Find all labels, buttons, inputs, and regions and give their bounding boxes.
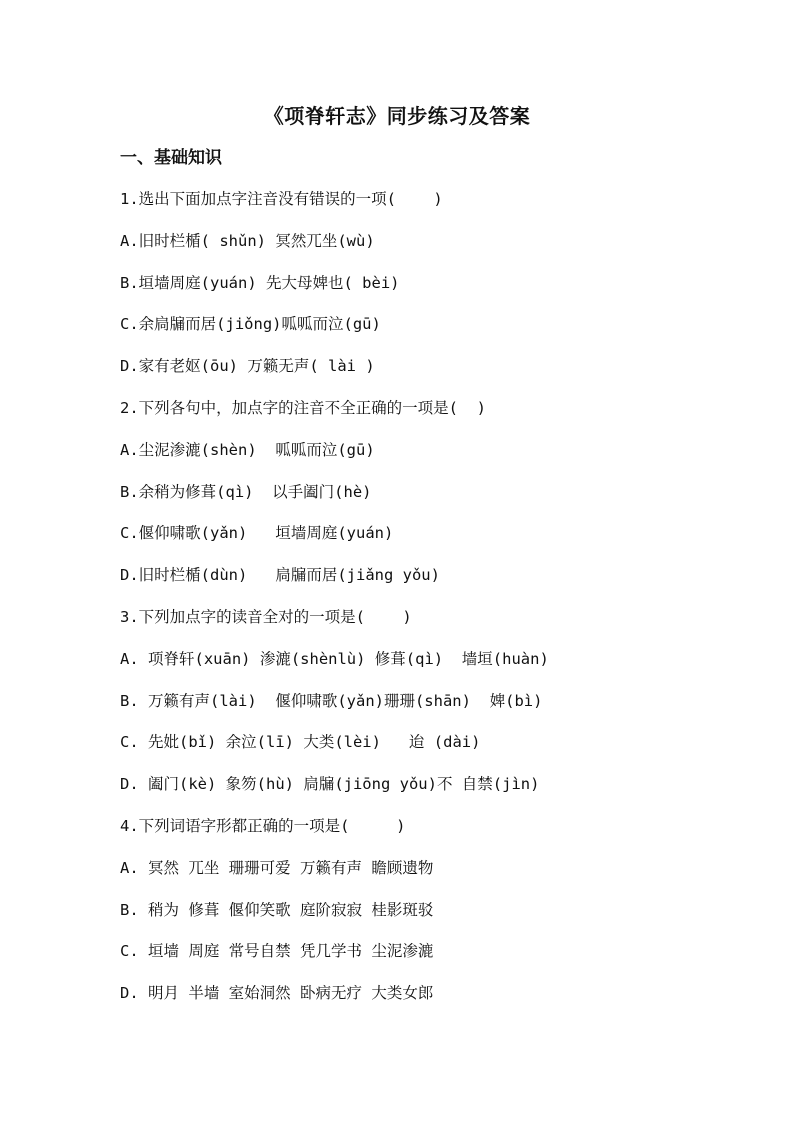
- question-line: A.尘泥渗漉(shèn) 呱呱而泣(gū): [120, 440, 375, 459]
- question-line: C.余扃牖而居(jiǒng)呱呱而泣(gū): [120, 315, 381, 334]
- question-line: B. 稍为 修葺 偃仰笑歌 庭阶寂寂 桂影斑驳: [120, 900, 434, 919]
- section-heading: 一、基础知识: [120, 148, 222, 168]
- question-line: A.旧时栏楯( shǔn) 冥然兀坐(wù): [120, 231, 375, 250]
- question-line: 2.下列各句中，加点字的注音不全正确的一项是( ): [120, 398, 486, 417]
- question-line: C. 垣墙 周庭 常号自禁 凭几学书 尘泥渗漉: [120, 942, 434, 961]
- question-line: B.垣墙周庭(yuán) 先大母婢也( bèi): [120, 273, 400, 292]
- question-line: C.偃仰啸歌(yǎn) 垣墙周庭(yuán): [120, 524, 394, 543]
- question-line: D.家有老妪(ōu) 万籁无声( lài ): [120, 357, 375, 376]
- question-line: D. 明月 半墙 室始洞然 卧病无疗 大类女郎: [120, 984, 434, 1003]
- document-title: 《项脊轩志》同步练习及答案: [263, 104, 531, 128]
- question-line: 1.选出下面加点字注音没有错误的一项( ): [120, 190, 443, 208]
- question-line: C. 先妣(bǐ) 余泣(lī) 大类(lèi) 迨 (dài): [120, 733, 481, 752]
- question-line: A. 冥然 兀坐 珊珊可爱 万籁有声 瞻顾遗物: [120, 858, 434, 877]
- question-line: 4.下列词语字形都正确的一项是( ): [120, 816, 406, 835]
- question-line: D.旧时栏楯(dùn) 扃牖而居(jiǎng yǒu): [120, 566, 440, 585]
- question-line: D. 阖门(kè) 象笏(hù) 扃牖(jiōng yǒu)不 自禁(jìn): [120, 775, 540, 794]
- question-line: B. 万籁有声(lài) 偃仰啸歌(yǎn)珊珊(shān) 婢(bì): [120, 691, 543, 710]
- question-line: 3.下列加点字的读音全对的一项是( ): [120, 607, 412, 626]
- question-list: [120, 185, 760, 1021]
- question-line: A. 项脊轩(xuān) 渗漉(shènlù) 修葺(qì) 墙垣(huàn): [120, 649, 549, 668]
- question-line: B.余稍为修葺(qì) 以手阖门(hè): [120, 482, 372, 501]
